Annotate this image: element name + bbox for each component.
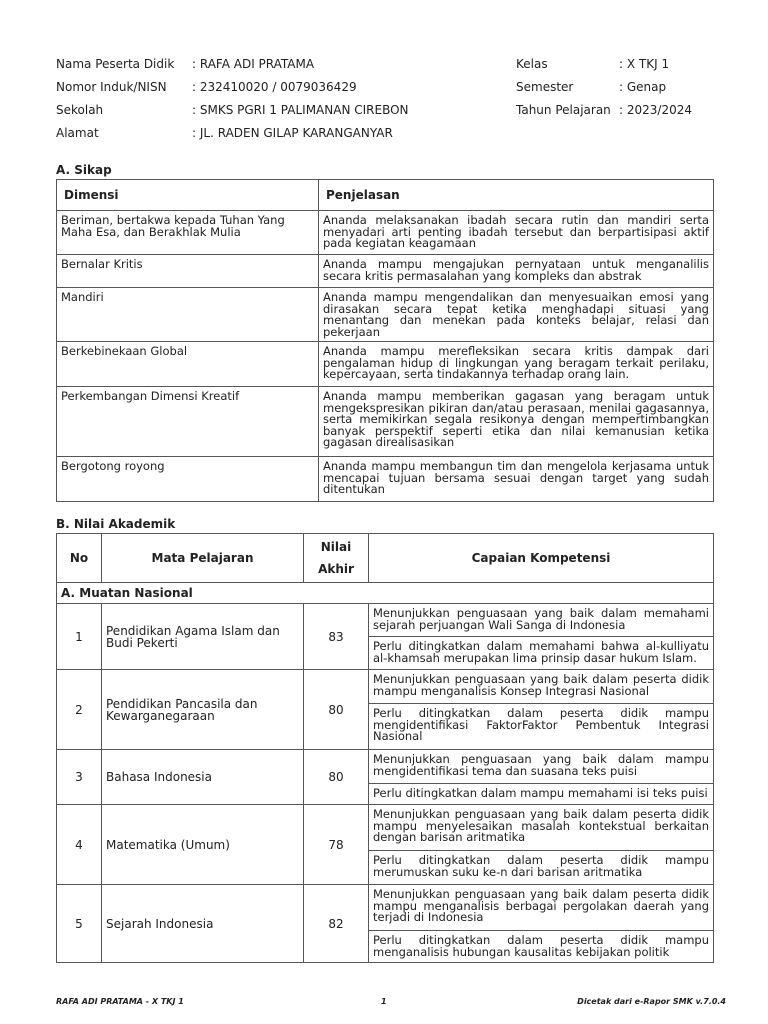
group-row (57, 583, 714, 604)
subject-name: Bahasa Indonesia (102, 750, 304, 805)
table-row (57, 457, 714, 502)
header-capaian: Capaian Kompetensi (369, 534, 714, 583)
final-score: 80 (304, 750, 369, 805)
header-nilai-line2: Akhir (318, 562, 354, 576)
row-number: 5 (57, 885, 102, 963)
dimensi-cell: Bergotong royong (57, 457, 319, 502)
dimensi-cell: Perkembangan Dimensi Kreatif (57, 387, 319, 457)
table-row (57, 750, 714, 784)
value-nisn: : 232410020 / 0079036429 (192, 80, 357, 94)
final-score: 82 (304, 885, 369, 963)
header-nilai-line1: Nilai (320, 540, 352, 554)
dimensi-cell: Bernalar Kritis (57, 255, 319, 288)
header-nilai-akhir (304, 534, 369, 583)
dimensi-cell: Mandiri (57, 288, 319, 342)
row-number: 1 (57, 604, 102, 670)
final-score: 83 (304, 604, 369, 670)
group-label-muatan-nasional: A. Muatan Nasional (57, 583, 714, 604)
label-year: Tahun Pelajaran (516, 103, 611, 117)
table-row (57, 387, 714, 457)
nilai-header-row (57, 534, 714, 583)
table-row (57, 211, 714, 255)
penjelasan-cell: Ananda mampu membangun tim dan mengelola kerjasama untuk mencapai tujuan bersama sesuai dengan target yang sudah ditentukan (319, 457, 714, 502)
table-row (57, 604, 714, 637)
competency-strength: Menunjukkan penguasaan yang baik dalam memahami sejarah perjuangan Wali Sanga di Indonesia (369, 604, 714, 637)
section-title-nilai: B. Nilai Akademik (56, 517, 176, 531)
sikap-header-row (57, 180, 714, 211)
footer-student: RAFA ADI PRATAMA - X TKJ 1 (56, 997, 184, 1006)
table-row (57, 885, 714, 931)
value-name: : RAFA ADI PRATAMA (192, 57, 315, 71)
penjelasan-cell: Ananda mampu memberikan gagasan yang beragam untuk mengekspresikan pikiran dan/atau perasaan, menilai gagasannya, serta memikirkan segala resikonya dengan mempertimbangkan banyak perspektif seperti etika dan nilai kemanusian ketika gagasan direalisasikan (319, 387, 714, 457)
row-number: 2 (57, 670, 102, 750)
dimensi-cell: Beriman, bertakwa kepada Tuhan Yang Maha Esa, dan Berakhlak Mulia (57, 211, 319, 255)
row-number: 4 (57, 805, 102, 885)
penjelasan-cell: Ananda mampu mengajukan pernyataan untuk menganalilis secara kritis permasalahan yang kompleks dan abstrak (319, 255, 714, 288)
subject-name: Matematika (Umum) (102, 805, 304, 885)
competency-strength: Menunjukkan penguasaan yang baik dalam peserta didik mampu menganalisis Konsep Integrasi Nasional (369, 670, 714, 704)
competency-strength: Menunjukkan penguasaan yang baik dalam peserta didik mampu menyelesaikan masalah kontekstual berkaitan dengan barisan aritmatika (369, 805, 714, 851)
final-score: 80 (304, 670, 369, 750)
sikap-table (56, 179, 714, 502)
subject-name: Pendidikan Agama Islam dan Budi Pekerti (102, 604, 304, 670)
header-penjelasan: Penjelasan (319, 180, 714, 211)
value-school: : SMKS PGRI 1 PALIMANAN CIREBON (192, 103, 409, 117)
competency-improve: Perlu ditingkatkan dalam peserta didik mampu mengidentifikasi FaktorFaktor Pembentuk Integrasi Nasional (369, 704, 714, 750)
footer-page-number: 1 (381, 997, 387, 1006)
label-nisn: Nomor Induk/NISN (56, 80, 167, 94)
header-no: No (57, 534, 102, 583)
value-semester: : Genap (619, 80, 667, 94)
competency-improve: Perlu ditingkatkan dalam mampu memahami isi teks puisi (369, 784, 714, 805)
table-row (57, 288, 714, 342)
dimensi-cell: Berkebinekaan Global (57, 342, 319, 387)
competency-improve: Perlu ditingkatkan dalam peserta didik mampu menganalisis hubungan kausalitas kebijakan politik (369, 931, 714, 963)
row-number: 3 (57, 750, 102, 805)
label-name: Nama Peserta Didik (56, 57, 175, 71)
final-score: 78 (304, 805, 369, 885)
label-school: Sekolah (56, 103, 104, 117)
subject-name: Sejarah Indonesia (102, 885, 304, 963)
table-row (57, 805, 714, 851)
footer-printed-by: Dicetak dari e-Rapor SMK v.7.0.4 (577, 997, 726, 1006)
value-class: : X TKJ 1 (619, 57, 670, 71)
table-row (57, 342, 714, 387)
penjelasan-cell: Ananda mampu merefleksikan secara kritis dampak dari pengalaman hidup di lingkungan yang beragam terkait perilaku, kepercayaan, serta tindakannya terhadap orang lain. (319, 342, 714, 387)
subject-name: Pendidikan Pancasila dan Kewarganegaraan (102, 670, 304, 750)
penjelasan-cell: Ananda mampu mengendalikan dan menyesuaikan emosi yang dirasakan secara tepat ketika menghadapi situasi yang menantang dan menekan pada konteks belajar, relasi dan pekerjaan (319, 288, 714, 342)
header-dimensi: Dimensi (57, 180, 319, 211)
label-semester: Semester (516, 80, 574, 94)
penjelasan-cell: Ananda melaksanakan ibadah secara rutin dan mandiri serta menyadari arti penting ibadah tersebut dan berpartisipasi aktif pada kegiatan keagamaan (319, 211, 714, 255)
table-row (57, 255, 714, 288)
nilai-table (56, 533, 714, 963)
section-title-sikap: A. Sikap (56, 163, 112, 177)
header-mapel: Mata Pelajaran (102, 534, 304, 583)
competency-strength: Menunjukkan penguasaan yang baik dalam peserta didik mampu menganalisis berbagai pergolakan daerah yang terjadi di Indonesia (369, 885, 714, 931)
value-address: : JL. RADEN GILAP KARANGANYAR (192, 126, 393, 140)
label-class: Kelas (516, 57, 548, 71)
table-row (57, 670, 714, 704)
competency-improve: Perlu ditingkatkan dalam peserta didik mampu merumuskan suku ke-n dari barisan aritmatika (369, 851, 714, 885)
value-year: : 2023/2024 (619, 103, 692, 117)
competency-strength: Menunjukkan penguasaan yang baik dalam mampu mengidentifikasi tema dan suasana teks puisi (369, 750, 714, 784)
competency-improve: Perlu ditingkatkan dalam memahami bahwa al-kulliyatu al-khamsah merupakan lima prinsip dasar hukum Islam. (369, 637, 714, 670)
label-address: Alamat (56, 126, 99, 140)
